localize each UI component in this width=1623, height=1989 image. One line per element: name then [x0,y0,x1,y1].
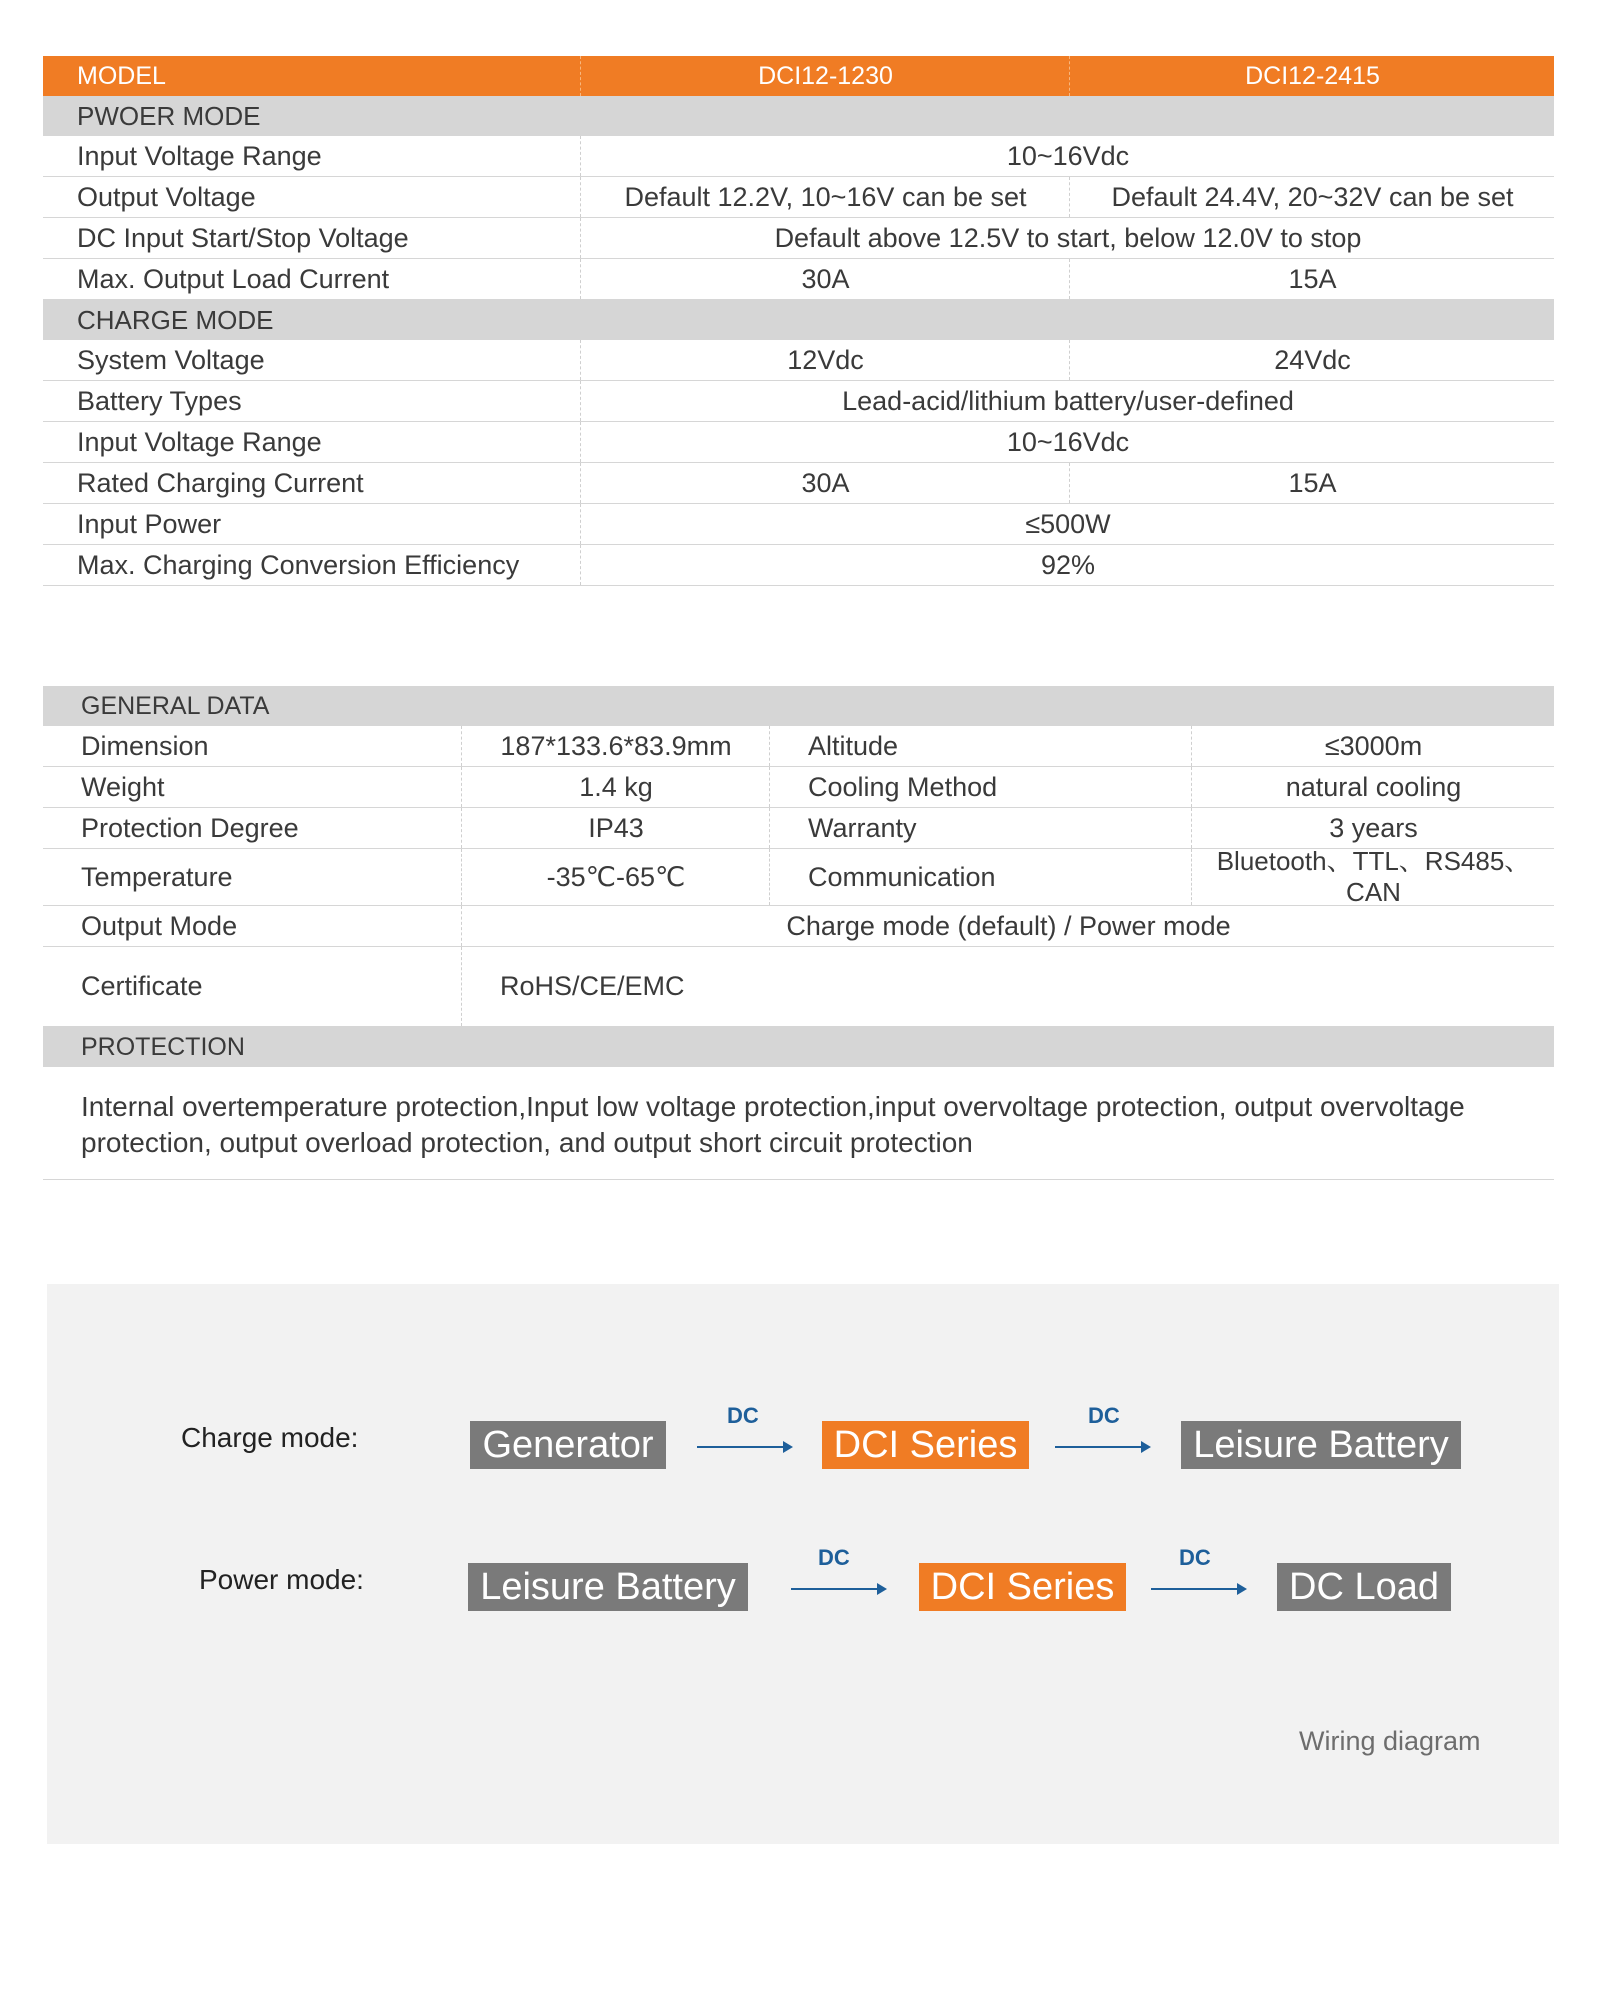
section-header-protection [43,1027,1554,1067]
table-row [43,947,1554,1027]
dc-load-box: DC Load [1277,1563,1451,1611]
table-row [43,136,1554,177]
table-row [43,545,1554,586]
communication-line-2: CAN [1346,877,1401,907]
section-title: PROTECTION [81,1032,245,1061]
table-row [43,177,1554,218]
row-value: 10~16Vdc [580,422,1555,462]
table-header-row [43,56,1554,96]
header-model-1: DCI12-1230 [580,56,1070,96]
row-label: Certificate [81,971,203,1001]
row-value: IP43 [461,808,770,848]
row-value: natural cooling [1191,767,1555,807]
section-title: CHARGE MODE [77,304,274,335]
table-row [43,259,1554,300]
table-row [43,463,1554,504]
table-row [43,218,1554,259]
arrow-right-icon [697,1446,789,1448]
leisure-battery-box: Leisure Battery [468,1563,748,1611]
dc-label: DC [1088,1403,1120,1428]
row-value: 1.4 kg [461,767,770,807]
generator-box: Generator [470,1421,666,1469]
row-value: Lead-acid/lithium battery/user-defined [580,381,1555,421]
row-label: Battery Types [77,385,242,416]
protection-line-2: protection, output overload protection, and output short circuit protection [81,1127,973,1158]
table-row [43,726,1554,767]
dc-label: DC [818,1545,850,1570]
row-label: Communication [769,849,1230,905]
table-row [43,340,1554,381]
row-value: -35℃-65℃ [461,849,770,905]
diagram-caption: Wiring diagram [1299,1726,1481,1756]
spec-table-general [43,686,1554,1180]
row-value: Default above 12.5V to start, below 12.0V to stop [580,218,1555,258]
section-header-general-data [43,686,1554,726]
table-row [43,381,1554,422]
row-label: Output Mode [81,910,238,941]
row-label: Input Voltage Range [77,140,322,171]
table-row [43,767,1554,808]
table-row [43,846,1554,907]
section-header-charge-mode [43,300,1554,340]
row-value-model-2: 24Vdc [1069,340,1555,380]
row-label: Temperature [81,861,233,892]
arrow-right-icon [1151,1588,1243,1590]
protection-line-1: Internal overtemperature protection,Input low voltage protection,input overvoltage protection, output overvoltage [81,1091,1465,1122]
header-model-label: MODEL [77,61,166,90]
row-value-model-1: 30A [580,463,1070,503]
row-label: Dimension [81,730,209,761]
row-value: 92% [580,545,1555,585]
row-value: 3 years [1191,808,1555,848]
row-label: Altitude [769,726,1230,766]
row-value: 187*133.6*83.9mm [461,726,770,766]
protection-description [43,1067,1554,1180]
row-label: System Voltage [77,344,265,375]
row-label: Cooling Method [769,767,1230,807]
row-value [1191,846,1555,907]
charge-mode-label: Charge mode: [181,1422,359,1453]
row-value: 10~16Vdc [580,136,1555,176]
header-model-2: DCI12-2415 [1069,56,1555,96]
row-label: Max. Charging Conversion Efficiency [77,549,520,580]
row-value-model-1: 30A [580,259,1070,299]
table-row [43,808,1554,849]
row-value-model-1: 12Vdc [580,340,1070,380]
row-label: Protection Degree [81,812,299,843]
row-label: Warranty [769,808,1230,848]
table-row [43,422,1554,463]
spec-table-modes [43,56,1554,586]
table-row [43,906,1554,947]
dci-series-box: DCI Series [822,1421,1029,1469]
communication-line-1: Bluetooth、TTL、RS485、 [1216,846,1531,876]
wiring-diagram [47,1284,1559,1844]
row-label: DC Input Start/Stop Voltage [77,222,409,253]
row-label: Max. Output Load Current [77,263,390,294]
row-value: ≤500W [580,504,1555,544]
section-title: GENERAL DATA [81,691,270,720]
row-value-model-1: Default 12.2V, 10~16V can be set [580,177,1070,217]
row-label: Weight [81,771,165,802]
dci-series-box: DCI Series [919,1563,1126,1611]
row-label: Input Power [77,508,222,539]
arrow-right-icon [1055,1446,1147,1448]
arrow-right-icon [791,1588,883,1590]
row-value-model-2: Default 24.4V, 20~32V can be set [1069,177,1555,217]
section-header-power-mode [43,96,1554,136]
table-row [43,504,1554,545]
dc-label: DC [1179,1545,1211,1570]
row-value-model-2: 15A [1069,259,1555,299]
row-label: Input Voltage Range [77,426,322,457]
leisure-battery-box: Leisure Battery [1181,1421,1461,1469]
row-label: Rated Charging Current [77,467,364,498]
row-value-model-2: 15A [1069,463,1555,503]
row-value: Charge mode (default) / Power mode [461,906,1555,946]
section-title: PWOER MODE [77,100,261,131]
dc-label: DC [727,1403,759,1428]
row-value: ≤3000m [1191,726,1555,766]
row-label: Output Voltage [77,181,256,212]
row-value: RoHS/CE/EMC [461,947,1593,1026]
power-mode-label: Power mode: [199,1564,364,1595]
